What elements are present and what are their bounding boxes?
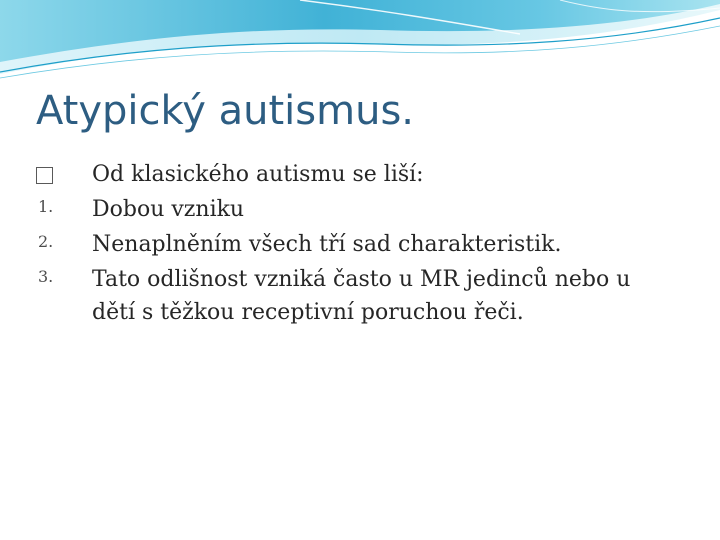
list-item-text: Nenaplněním všech tří sad charakteristik. — [92, 232, 562, 257]
list-item — [0, 158, 720, 193]
list-item-text: Tato odlišnost vzniká často u MR jedinců nebo u dětí s těžkou receptivní poruchou řeči. — [92, 267, 631, 325]
bullet-square-icon — [36, 167, 53, 184]
list-item-number: 3. — [38, 267, 54, 286]
list-item — [0, 228, 720, 263]
list-item-text: Od klasického autismu se liší: — [92, 162, 424, 187]
slide-title: Atypický autismus. — [36, 88, 415, 134]
header-wave-decoration — [0, 0, 720, 90]
list-item-number: 1. — [38, 197, 54, 216]
list-item — [0, 193, 720, 228]
list-item — [0, 263, 720, 333]
bullet-list — [0, 158, 720, 333]
list-item-text: Dobou vzniku — [92, 197, 245, 222]
list-item-number: 2. — [38, 232, 54, 251]
